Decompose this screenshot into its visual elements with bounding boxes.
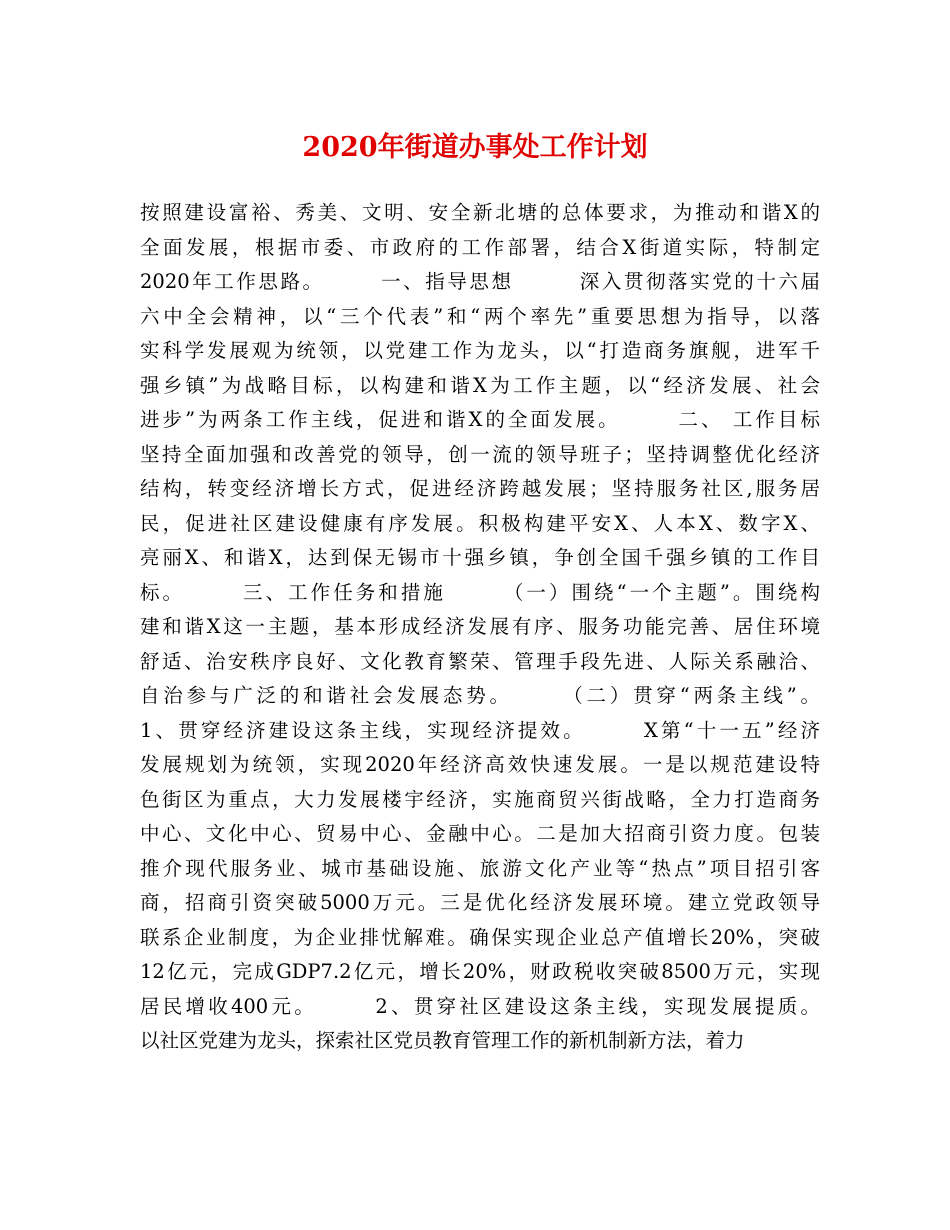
body-line: 2020年工作思路。 一、指导思想 深入贯彻落实党的十六届: [140, 270, 820, 293]
body-line: 实科学发展观为统领，以党建工作为龙头，以“打造商务旗舰，进军千: [140, 339, 820, 362]
body-line: 1、贯穿经济建设这条主线，实现经济提效。 X第“十一五”经济: [140, 718, 820, 742]
body-line: 坚持全面加强和改善党的领导，创一流的领导班子；坚持调整优化经济: [140, 442, 820, 466]
document-title: 2020年街道办事处工作计划: [302, 132, 648, 163]
body-line: 舒适、治安秩序良好、文化教育繁荣、管理手段先进、人际关系融洽、: [140, 649, 820, 673]
body-line: 居民增收400元。 2、贯穿社区建设这条主线，实现发展提质。: [140, 994, 820, 1018]
body-line: 自治参与广泛的和谐社会发展态势。 （二）贯穿“两条主线”。: [140, 684, 820, 707]
body-line: 强乡镇”为战略目标，以构建和谐X为工作主题，以“经济发展、社会: [140, 373, 820, 397]
body-line: 以社区党建为龙头，探索社区党员教育管理工作的新机制新方法，着力: [140, 1029, 745, 1052]
body-line: 色街区为重点，大力发展楼宇经济，实施商贸兴街战略，全力打造商务: [140, 787, 820, 811]
body-line: 联系企业制度，为企业排忧解难。确保实现企业总产值增长20%，突破: [140, 925, 820, 949]
body-line: 亮丽X、和谐X，达到保无锡市十强乡镇，争创全国千强乡镇的工作目: [140, 546, 820, 569]
body-line: 中心、文化中心、贸易中心、金融中心。二是加大招商引资力度。包装: [140, 822, 820, 845]
body-line: 民，促进社区建设健康有序发展。积极构建平安X、人本X、数字X、: [140, 511, 820, 535]
body-line: 标。 三、工作任务和措施 （一）围绕“一个主题”。围绕构: [140, 580, 820, 604]
body-line: 按照建设富裕、秀美、文明、安全新北塘的总体要求，为推动和谐X的: [140, 201, 820, 224]
body-line: 进步”为两条工作主线，促进和谐X的全面发展。 二、 工作目标: [140, 408, 820, 431]
document-body: [140, 196, 820, 1059]
body-line: 六中全会精神，以“三个代表”和“两个率先”重要思想为指导，以落: [140, 304, 820, 328]
body-line: 发展规划为统领，实现2020年经济高效快速发展。一是以规范建设特: [140, 753, 820, 776]
body-line: 12亿元，完成GDP7.2亿元，增长20%，财政税收突破8500万元，实现: [140, 960, 820, 983]
body-line: 推介现代服务业、城市基础设施、旅游文化产业等“热点”项目招引客: [140, 856, 820, 880]
body-line: 建和谐X这一主题，基本形成经济发展有序、服务功能完善、居住环境: [140, 615, 820, 638]
body-line: 结构，转变经济增长方式，促进经济跨越发展；坚持服务社区,服务居: [140, 477, 820, 500]
body-line: 全面发展，根据市委、市政府的工作部署，结合X街道实际，特制定: [140, 235, 820, 259]
body-line: 商，招商引资突破5000万元。三是优化经济发展环境。建立党政领导: [140, 891, 820, 914]
